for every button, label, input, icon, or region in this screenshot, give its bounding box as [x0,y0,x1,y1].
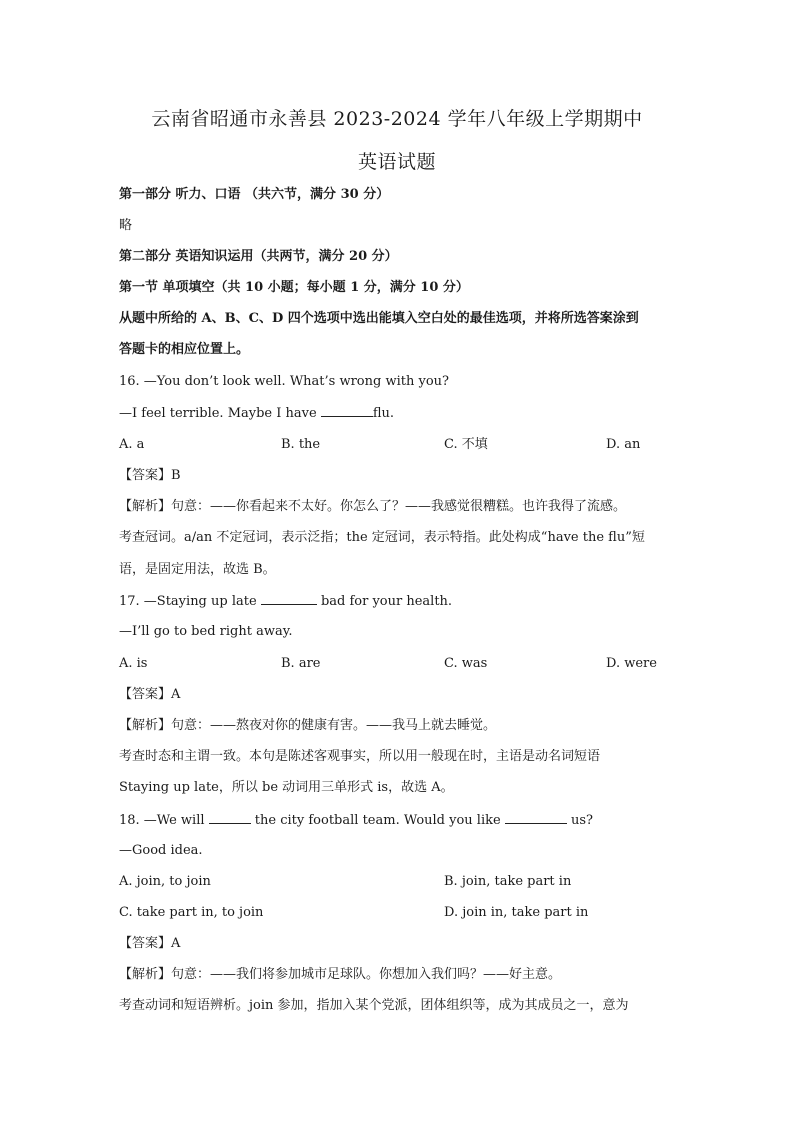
q17-stem-text-after: bad for your health. [316,594,453,609]
q18-stem-text-middle: the city football team. Would you like [250,813,505,828]
q17-stem-line2: —I’ll go to bed right away. [119,624,293,639]
q16-stem-line1: 16. —You don’t look well. What’s wrong with you? [119,374,449,389]
instruction-line2: 答题卡的相应位置上。 [119,342,250,357]
q18-option-a: A. join, to join [119,874,211,889]
q16-option-c: C. 不填 [444,437,488,452]
q16-stem-line2 [119,404,679,423]
q17-blank [261,592,317,605]
q17-option-d: D. were [606,656,657,671]
section1-heading: 第一节 单项填空（共 10 小题；每小题 1 分，满分 10 分） [119,280,469,295]
q16-analysis-line1: 【解析】句意：——你看起来不太好。你怎么了？——我感觉很糟糕。也许我得了流感。 [119,499,627,514]
q17-answer: 【答案】A [119,687,181,702]
q18-blank-1 [209,811,251,824]
part2-heading: 第二部分 英语知识运用（共两节，满分 20 分） [119,249,398,264]
q18-stem-text-after: us? [566,813,593,828]
q17-option-b: B. are [281,656,321,671]
q16-stem-text-after: flu. [372,406,394,421]
q16-analysis-line3: 语，是固定用法，故选 B。 [119,562,276,577]
q16-option-d: D. an [606,437,641,452]
q16-answer: 【答案】B [119,468,181,483]
q17-option-a: A. is [119,656,148,671]
q17-analysis-line1: 【解析】句意：——熬夜对你的健康有害。——我马上就去睡觉。 [119,718,497,733]
q18-stem-line2: —Good idea. [119,843,203,858]
q18-option-d: D. join in, take part in [444,905,589,920]
q17-option-c: C. was [444,656,488,671]
q18-stem-text-before: 18. —We will [119,813,209,828]
q18-stem-line1 [119,811,679,830]
q18-option-b: B. join, take part in [444,874,572,889]
q16-blank [321,404,373,417]
q16-option-b: B. the [281,437,321,452]
document-title-line1: 云南省昭通市永善县 2023-2024 学年八年级上学期期中 [151,108,643,130]
q16-option-a: A. a [119,437,145,452]
q16-analysis-line2: 考查冠词。a/an 不定冠词，表示泛指；the 定冠词，表示特指。此处构成“have the flu”短 [119,530,645,545]
q17-stem-text-before: 17. —Staying up late [119,594,261,609]
q16-stem-text-before: —I feel terrible. Maybe I have [119,406,321,421]
q18-analysis-line1: 【解析】句意：——我们将参加城市足球队。你想加入我们吗？——好主意。 [119,967,562,982]
part1-omitted-note: 略 [119,218,133,233]
q18-option-c: C. take part in, to join [119,905,264,920]
q17-stem-line1 [119,592,679,611]
document-title-line2: 英语试题 [357,151,436,173]
q17-analysis-line2: 考查时态和主谓一致。本句是陈述客观事实，所以用一般现在时，主语是动名词短语 [119,749,601,764]
part1-heading: 第一部分 听力、口语 （共六节，满分 30 分） [119,187,390,202]
q18-analysis-line2: 考查动词和短语辨析。join 参加，指加入某个党派，团体组织等，成为其成员之一，意为 [119,998,629,1013]
q18-blank-2 [505,811,567,824]
instruction-line1: 从题中所给的 A、B、C、D 四个选项中选出能填入空白处的最佳选项，并将所选答案涂到 [119,311,639,326]
q17-analysis-line3: Staying up late，所以 be 动词用三单形式 is，故选 A。 [119,780,454,795]
q18-answer: 【答案】A [119,936,181,951]
